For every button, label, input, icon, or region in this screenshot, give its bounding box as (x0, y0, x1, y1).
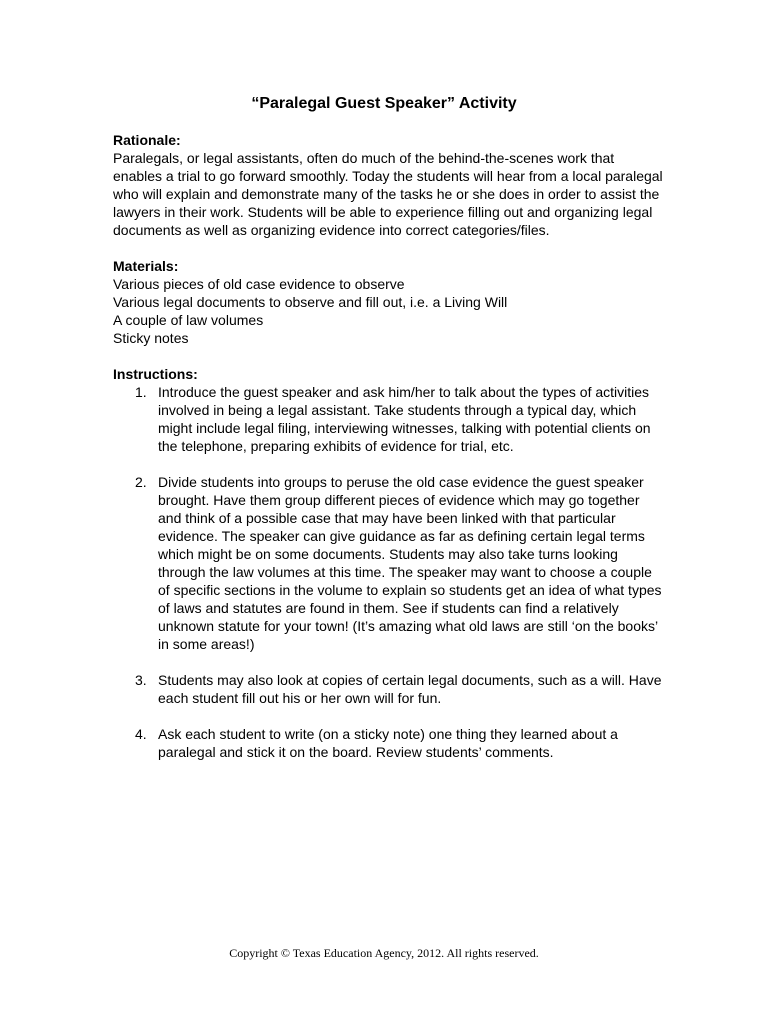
rationale-heading: Rationale: (113, 132, 181, 148)
materials-item: A couple of law volumes (113, 312, 264, 328)
document-body (113, 131, 663, 779)
step-number: 1. (135, 384, 147, 400)
step-number: 3. (135, 672, 147, 688)
step-text: Introduce the guest speaker and ask him/her to talk about the types of activities involved in being a legal assistant. Take students through a typical day, which might include legal filing, interviewing witnesses, talking with potential clients on the telephone, preparing exhibits of evidence for trial, etc. (158, 384, 651, 454)
step-number: 2. (135, 474, 147, 490)
document-title: “Paralegal Guest Speaker” Activity (251, 95, 517, 112)
materials-heading: Materials: (113, 258, 179, 274)
step-number: 4. (135, 726, 147, 742)
rationale-section (113, 131, 663, 239)
materials-item: Various legal documents to observe and fill out, i.e. a Living Will (113, 294, 508, 310)
instructions-section (113, 365, 663, 761)
instructions-heading: Instructions: (113, 366, 198, 382)
step-text: Students may also look at copies of certain legal documents, such as a will. Have each student fill out his or her own will for fun. (158, 672, 662, 706)
step-text: Ask each student to write (on a sticky note) one thing they learned about a paralegal and stick it on the board. Review students’ comments. (158, 726, 618, 760)
rationale-text: Paralegals, or legal assistants, often do much of the behind-the-scenes work that enables a trial to go forward smoothly. Today the students will hear from a local paralegal who will explain and demonstrate many of the tasks he or she does in order to assist the lawyers in their work. Students will be able to experience filling out and organizing legal documents as well as organizing evidence into correct categories/files. (113, 150, 663, 238)
instruction-step (113, 383, 663, 455)
step-text: Divide students into groups to peruse the old case evidence the guest speaker brought. Have them group different pieces of evidence which may go together and think of a possible case that may have been linked with that particular evidence. The speaker can give guidance as far as defining certain legal terms which might be on some documents. Students may also take turns looking through the law volumes at this time. The speaker may want to choose a couple of specific sections in the volume to explain so students get an idea of what types of laws and statutes are found in them. See if students can find a relatively unknown statute for your town! (It’s amazing what old laws are still ‘on the books’ in some areas!) (158, 474, 662, 652)
materials-item: Various pieces of old case evidence to observe (113, 276, 405, 292)
materials-section (113, 257, 663, 347)
copyright-footer: Copyright © Texas Education Agency, 2012. All rights reserved. (229, 946, 539, 960)
instruction-step (113, 473, 663, 653)
instruction-step (113, 725, 663, 761)
instructions-list (113, 383, 663, 761)
materials-item: Sticky notes (113, 330, 189, 346)
instruction-step (113, 671, 663, 707)
